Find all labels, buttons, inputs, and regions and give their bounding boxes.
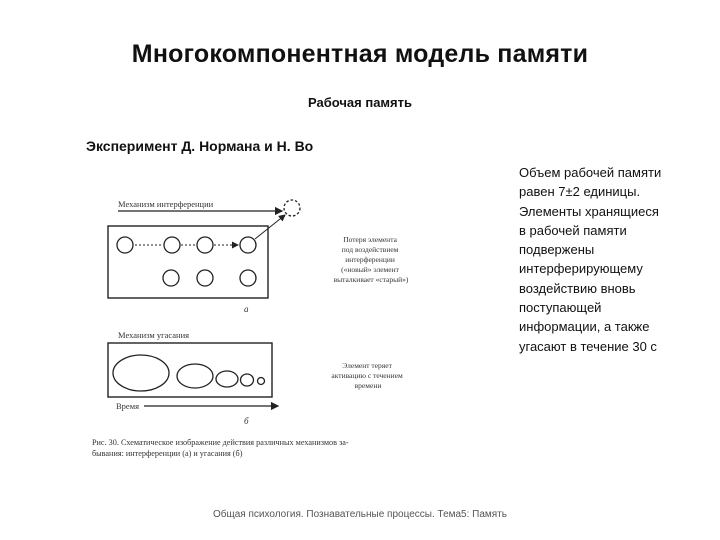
interference-label: Механизм интерференции <box>118 199 214 209</box>
memory-element <box>163 270 179 286</box>
memory-store-box-b <box>108 343 272 397</box>
memory-store-box-a <box>108 226 268 298</box>
memory-mechanisms-figure <box>92 180 437 470</box>
side-line: информации, а также <box>519 319 650 335</box>
memory-element <box>197 270 213 286</box>
figure-caption: Рис. 30. Схематическое изображение действия различных механизмов за- бывания: интерференции (а) и угасания (б) <box>92 438 349 458</box>
decaying-element <box>113 355 169 391</box>
decaying-element <box>241 374 254 386</box>
time-axis-label: Время <box>116 401 139 411</box>
side-line: Элементы хранящиеся <box>519 203 659 219</box>
decaying-element <box>177 364 213 388</box>
memory-element <box>164 237 180 253</box>
side-line: подвержены <box>519 242 595 258</box>
side-description <box>519 163 689 356</box>
side-line: в рабочей памяти <box>519 222 627 238</box>
memory-element <box>240 270 256 286</box>
side-line: Объем рабочей памяти <box>519 165 662 180</box>
interference-note: Потеря элемента под воздействием интерференции («новый» элемент выталкивает «старый») <box>333 235 409 284</box>
lost-element <box>284 200 300 216</box>
side-line: угасают в течение 30 с <box>519 338 657 354</box>
decaying-element <box>216 371 238 387</box>
slide-footer: Общая психология. Познавательные процессы. Тема5: Память <box>212 509 508 520</box>
experiment-heading: Эксперимент Д. Нормана и Н. Во <box>86 138 314 154</box>
decaying-element <box>258 378 265 385</box>
panel-b-label: б <box>244 416 249 426</box>
side-line: воздействию вновь <box>519 280 636 296</box>
decay-note: Элемент теряет активацию с течением времени <box>331 361 403 390</box>
panel-a-label: а <box>244 304 249 314</box>
decay-label: Механизм угасания <box>118 330 190 340</box>
displacement-arrow <box>255 215 285 239</box>
side-line: интерферирующему <box>519 261 643 277</box>
memory-element <box>117 237 133 253</box>
memory-element <box>197 237 213 253</box>
side-line: поступающей <box>519 300 602 316</box>
side-line: равен 7±2 единицы. <box>519 184 641 200</box>
slide-title: Многокомпонентная модель памяти <box>131 40 589 68</box>
slide-subtitle: Рабочая память <box>308 95 412 110</box>
memory-element <box>240 237 256 253</box>
